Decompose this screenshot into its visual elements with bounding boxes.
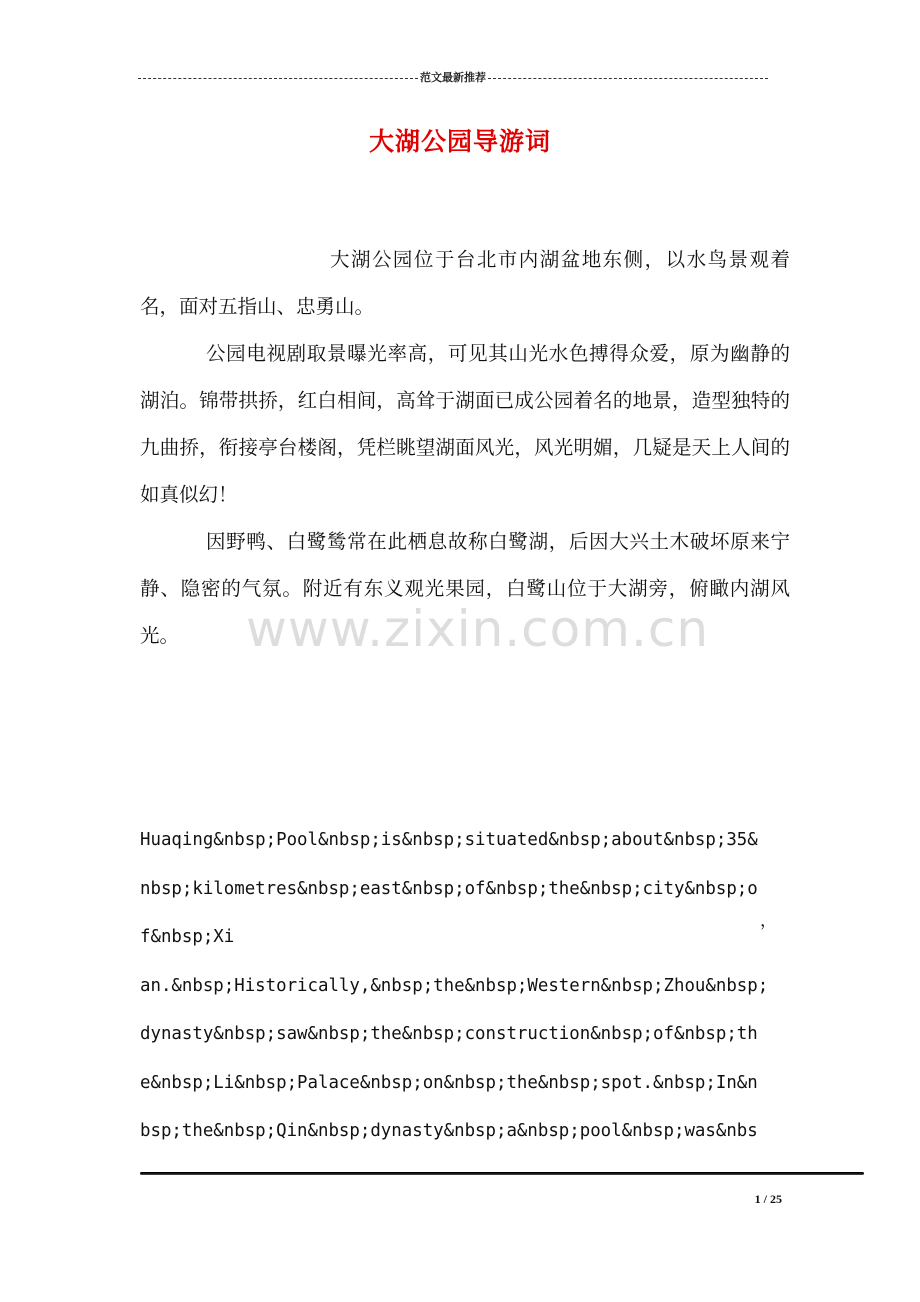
footer-divider: [140, 1172, 864, 1175]
page-number: 1 / 25: [754, 1192, 782, 1206]
english-line: nbsp;kilometres&nbsp;east&nbsp;of&nbsp;the&nbsp;city&nbsp;o: [140, 878, 758, 899]
paragraph-2: 公园电视剧取景曝光率高，可见其山光水色搏得众爱，原为幽静的湖泊。锦带拱挢，红白相间，高耸于湖面已成公园着名的地景，造型独特的九曲挢，衔接亭台楼阁，凭栏眺望湖面风光，风光明媚，几疑是天上人间的如真似幻！: [140, 342, 790, 506]
english-line: e&nbsp;Li&nbsp;Palace&nbsp;on&nbsp;the&nbsp;spot.&nbsp;In&n: [140, 1072, 758, 1093]
english-text-block: [140, 816, 790, 1156]
english-line: bsp;the&nbsp;Qin&nbsp;dynasty&nbsp;a&nbsp;pool&nbsp;was&nbs: [140, 1121, 758, 1141]
document-title: 大湖公园导游词: [368, 127, 551, 156]
english-line: f&nbsp;Xi: [140, 927, 235, 947]
document-body: [140, 236, 790, 659]
header-banner: [138, 67, 768, 87]
header-dash-left: [138, 78, 418, 79]
watermark: www.zixin.com.cn: [246, 600, 710, 658]
english-line: dynasty&nbsp;saw&nbsp;the&nbsp;construction&nbsp;of&nbsp;th: [140, 1024, 758, 1044]
english-line: Huaqing&nbsp;Pool&nbsp;is&nbsp;situated&nbsp;about&nbsp;35&: [140, 830, 758, 850]
stray-comma: ，: [760, 911, 777, 931]
paragraph-1: 大湖公园位于台北市内湖盆地东侧，以水鸟景观着名，面对五指山、忠勇山。: [140, 248, 790, 318]
header-dash-right: [488, 78, 768, 79]
english-line: an.&nbsp;Historically,&nbsp;the&nbsp;Western&nbsp;Zhou&nbsp;: [140, 975, 769, 996]
paragraph-3: 因野鸭、白鹭鸶常在此栖息故称白鹭湖，后因大兴土木破坏原来宁静、隐密的气氛。附近有东义观光果园，白鹭山位于大湖旁，俯瞰内湖风光。: [140, 530, 790, 647]
header-label: 范文最新推荐: [420, 71, 486, 84]
